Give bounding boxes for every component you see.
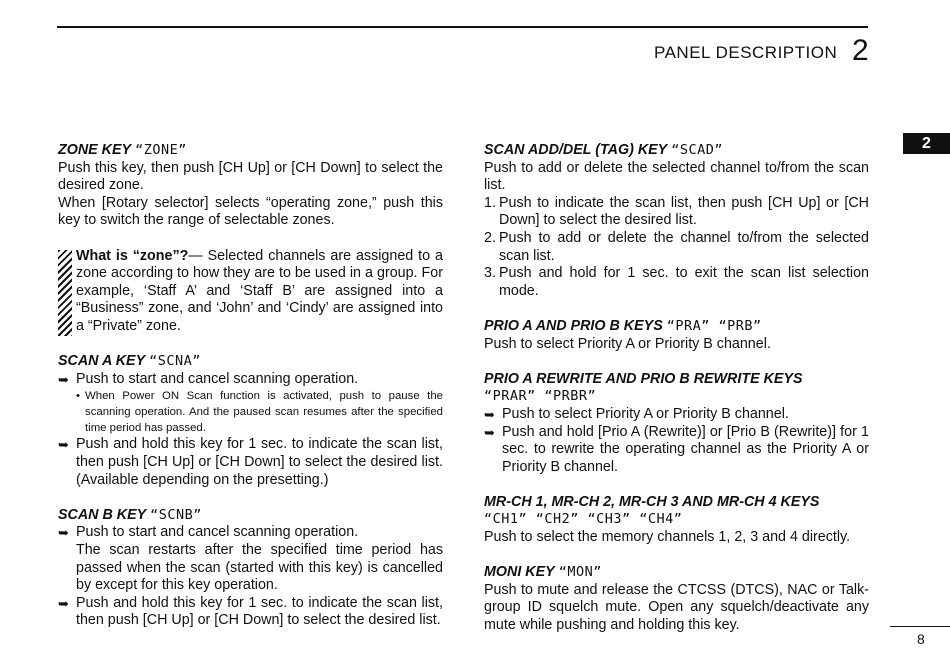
mr-ch-section <box>484 494 869 547</box>
scan-b-lcd: “SCNB” <box>150 506 202 523</box>
bullet-continuation: The scan restarts after the specified time period has passed when the scan (started with this key) is cancelled by except for this key operation. <box>76 541 443 594</box>
scan-b-key-section <box>58 507 443 630</box>
prio-rewrite-heading: PRIO A REWRITE AND PRIO B REWRITE KEYS <box>484 370 803 387</box>
scan-b-heading: SCAN B KEY <box>58 506 147 523</box>
chapter-number: 2 <box>852 34 869 67</box>
bullet-item: ➥ Push and hold this key for 1 sec. to indicate the scan list, then push [CH Up] or [CH Down] to select the desired list. (Available depending on the presetting.) <box>58 436 443 488</box>
section-title: PANEL DESCRIPTION <box>654 43 838 62</box>
note-text: — Selected channels are assigned to a zone according to how they are to be used in a group. For example, ‘Staff A’ and ‘Staff B’ are assigned into a “Business” zone, and ‘John’ and ‘Cindy’ are assigned into a “Private” zone. <box>76 247 444 334</box>
scad-lcd: “SCAD” <box>671 142 723 158</box>
moni-lcd: “MON” <box>558 564 602 581</box>
arrow-bullet-icon: ➥ <box>484 424 495 440</box>
bullet-item: ➥ Push to start and cancel scanning operation. <box>58 524 359 541</box>
arrow-bullet-icon: ➥ <box>484 406 495 422</box>
prio-keys-section <box>484 318 869 353</box>
bullet-item: ➥ Push to select Priority A or Priority B channel. <box>484 405 789 422</box>
arrow-bullet-icon: ➥ <box>58 525 69 541</box>
footer-rule <box>890 626 950 627</box>
numbered-item: 2. Push to add or delete the channel to/from the selected scan list. <box>484 229 869 264</box>
mr-ch-lcd: “CH1” “CH2” “CH3” “CH4” <box>484 511 683 528</box>
mr-ch-text: Push to select the memory channels 1, 2, 3 and 4 directly. <box>484 529 851 546</box>
prio-lcd: “PRA” “PRB” <box>666 317 762 334</box>
bullet-item: ➥ Push to start and cancel scanning operation. <box>58 370 359 387</box>
dot-bullet-icon: • <box>76 390 80 403</box>
arrow-bullet-icon: ➥ <box>58 595 69 611</box>
zone-key-heading: ZONE KEY <box>58 142 132 158</box>
moni-heading: MONI KEY <box>484 564 555 581</box>
prio-text: Push to select Priority A or Priority B channel. <box>484 335 771 352</box>
mr-ch-heading: MR-CH 1, MR-CH 2, MR-CH 3 AND MR-CH 4 KEYS <box>484 493 820 510</box>
zone-key-text-2: When [Rotary selector] selects “operating zone,” push this key to switch the range of selectable zones. <box>58 194 443 229</box>
scan-a-heading: SCAN A KEY <box>58 353 146 370</box>
note-hatch-icon <box>58 250 72 336</box>
chapter-tab[interactable]: 2 <box>903 133 950 154</box>
numbered-item: 3. Push and hold for 1 sec. to exit the scan list selection mode. <box>484 265 869 299</box>
zone-key-section <box>58 142 443 230</box>
zone-note <box>58 248 443 336</box>
scad-text: Push to add or delete the selected channel to/from the scan list. <box>484 159 869 194</box>
arrow-bullet-icon: ➥ <box>58 371 69 387</box>
sub-bullet-item: • When Power ON Scan function is activated, push to pause the scanning operation. And the paused scan resumes after the specified time period has passed. <box>76 390 443 435</box>
prio-rewrite-section <box>484 371 869 477</box>
scan-a-lcd: “SCNA” <box>149 353 201 370</box>
scad-heading: SCAN ADD/DEL (TAG) KEY <box>484 142 668 158</box>
bullet-item: ➥ Push and hold [Prio A (Rewrite)] or [Prio B (Rewrite)] for 1 sec. to rewrite the operating channel as the Priority A or Priority B channel. <box>484 423 869 475</box>
arrow-bullet-icon: ➥ <box>58 437 69 453</box>
page-number: 8 <box>917 631 925 647</box>
left-column <box>58 142 443 630</box>
scan-a-key-section <box>58 353 443 489</box>
moni-text: Push to mute and release the CTCSS (DTCS), NAC or Talk-group ID squelch mute. Open any squelch/deactivate any mute while pushing and holding this key. <box>484 581 869 634</box>
bullet-item: ➥ Push and hold this key for 1 sec. to indicate the scan list, then push [CH Up] or [CH Down] to select the desired list. <box>58 594 443 629</box>
numbered-item: 1. Push to indicate the scan list, then push [CH Up] or [CH Down] to select the desired list. <box>484 194 869 229</box>
header-rule <box>57 26 868 28</box>
right-column <box>484 142 869 635</box>
prio-heading: PRIO A AND PRIO B KEYS <box>484 317 663 334</box>
note-lead: What is “zone”? <box>76 247 189 264</box>
zone-key-lcd: “ZONE” <box>135 142 187 158</box>
prio-rewrite-lcd: “PRAR” “PRBR” <box>484 388 597 405</box>
moni-key-section <box>484 564 869 634</box>
scan-add-del-section <box>484 142 869 300</box>
zone-key-text-1: Push this key, then push [CH Up] or [CH Down] to select the desired zone. <box>58 159 443 194</box>
